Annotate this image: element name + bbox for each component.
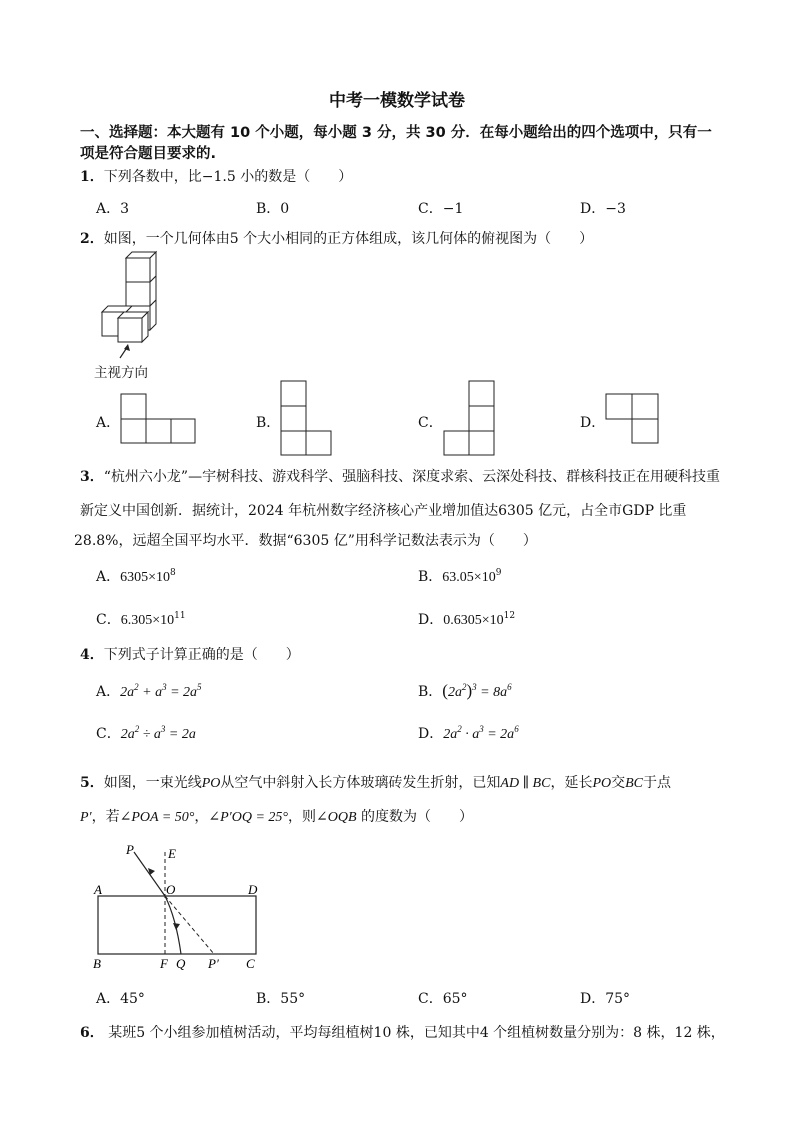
label-c: C (246, 956, 255, 971)
q5-option-c: C．65° (418, 991, 468, 1007)
q4-option-b: B．$(2a^2)^3 = 8a^6$ (418, 681, 512, 700)
q2-option-b-label: B． (256, 415, 281, 431)
label-e: E (168, 846, 176, 861)
question-2 (80, 228, 593, 248)
q1-option-c: C．−1 (418, 201, 464, 217)
section-heading-line1: 一、选择题：本大题有 10 个小题，每小题 3 分，共 30 分．在每小题给出的四个选项中，只有一 (80, 125, 712, 141)
label-p-prime: P′ (208, 956, 219, 971)
label-o: O (166, 882, 176, 897)
label-f: F (160, 956, 168, 971)
question-4 (80, 644, 300, 664)
question-3-line1 (80, 466, 720, 486)
question-stem: 如图，一个几何体由5 个大小相同的正方体组成，该几何体的俯视图为（ ） (103, 231, 594, 247)
question-stem: 下列各数中，比−1.5 小的数是（ ） (103, 169, 353, 185)
q2-option-d-label: D． (580, 415, 606, 431)
q5-option-a: A．45° (96, 991, 145, 1007)
label-q: Q (176, 956, 186, 971)
page-title: 中考一模数学试卷 (329, 91, 465, 111)
q2-option-a-label: A． (96, 415, 121, 431)
question-stem: 下列式子计算正确的是（ ） (103, 647, 300, 663)
q2-cube-figure (96, 250, 176, 360)
label-p: P (126, 842, 134, 857)
question-text: “杭州六小龙”—宇树科技、游戏科学、强脑科技、深度求索、云深处科技、群核科技正在用硬科技重 (103, 469, 721, 485)
question-5-line1: 5．如图，一束光线PO从空气中斜射入长方体玻璃砖发生折射，已知AD ∥ BC，延长PO交BC于点 (80, 775, 672, 791)
question-number: 6． (80, 1025, 104, 1041)
question-3-line3: 28.8%，远超全国平均水平．数据“6305 亿”用科学记数法表示为（ ） (74, 533, 537, 549)
ray-po (134, 852, 165, 896)
q4-option-c: C．$2a^2 \div a^3 = 2a$ (96, 724, 196, 742)
q5-refraction-figure (88, 840, 268, 975)
q5-option-d: D．75° (580, 991, 631, 1007)
question-number: 4． (80, 647, 104, 663)
q3-option-a: A．$6305\times 10^8$ (96, 568, 176, 585)
q1-option-a: A．3 (96, 201, 130, 217)
question-number: 1． (80, 169, 104, 185)
q2-option-c-label: C． (418, 415, 443, 431)
question-stem: 某班5 个小组参加植树活动，平均每组植树10 株，已知其中4 个组植树数量分别为：8 株，12 株， (103, 1025, 725, 1041)
question-number: 2． (80, 231, 104, 247)
label-d: D (248, 882, 258, 897)
question-3-line2: 新定义中国创新．据统计，2024 年杭州数字经济核心产业增加值达6305 亿元，占全市GDP 比重 (80, 503, 687, 519)
q3-option-c: C．$6.305\times 10^{11}$ (96, 611, 186, 628)
q2-option-b-figure (280, 380, 334, 458)
question-6 (80, 1022, 725, 1042)
q5-option-b: B．55° (256, 991, 306, 1007)
question-number: 5． (80, 775, 104, 791)
label-a: A (94, 882, 102, 897)
q2-option-c-figure (443, 380, 497, 458)
q4-option-d: D．$2a^2 \cdot a^3 = 2a^6$ (418, 724, 519, 742)
section-heading-line2: 项是符合题目要求的. (80, 146, 217, 162)
label-b: B (93, 956, 101, 971)
q1-option-b: B．0 (256, 201, 290, 217)
q2-figure-caption: 主视方向 (94, 365, 148, 381)
q2-option-a-figure (120, 393, 198, 445)
q4-option-a: A．$2a^2 + a^3 = 2a^5$ (96, 682, 202, 700)
q1-option-d: D．−3 (580, 201, 626, 217)
q3-option-b: B．$63.05\times 10^9$ (418, 568, 502, 585)
q3-option-d: D．$0.6305\times 10^{12}$ (418, 611, 516, 628)
q2-option-d-figure (605, 393, 661, 445)
question-1 (80, 166, 352, 186)
question-5-line2: P′，若∠POA = 50°，∠P′OQ = 25°，则∠OQB 的度数为（ ） (80, 809, 473, 825)
question-number: 3． (80, 469, 104, 485)
